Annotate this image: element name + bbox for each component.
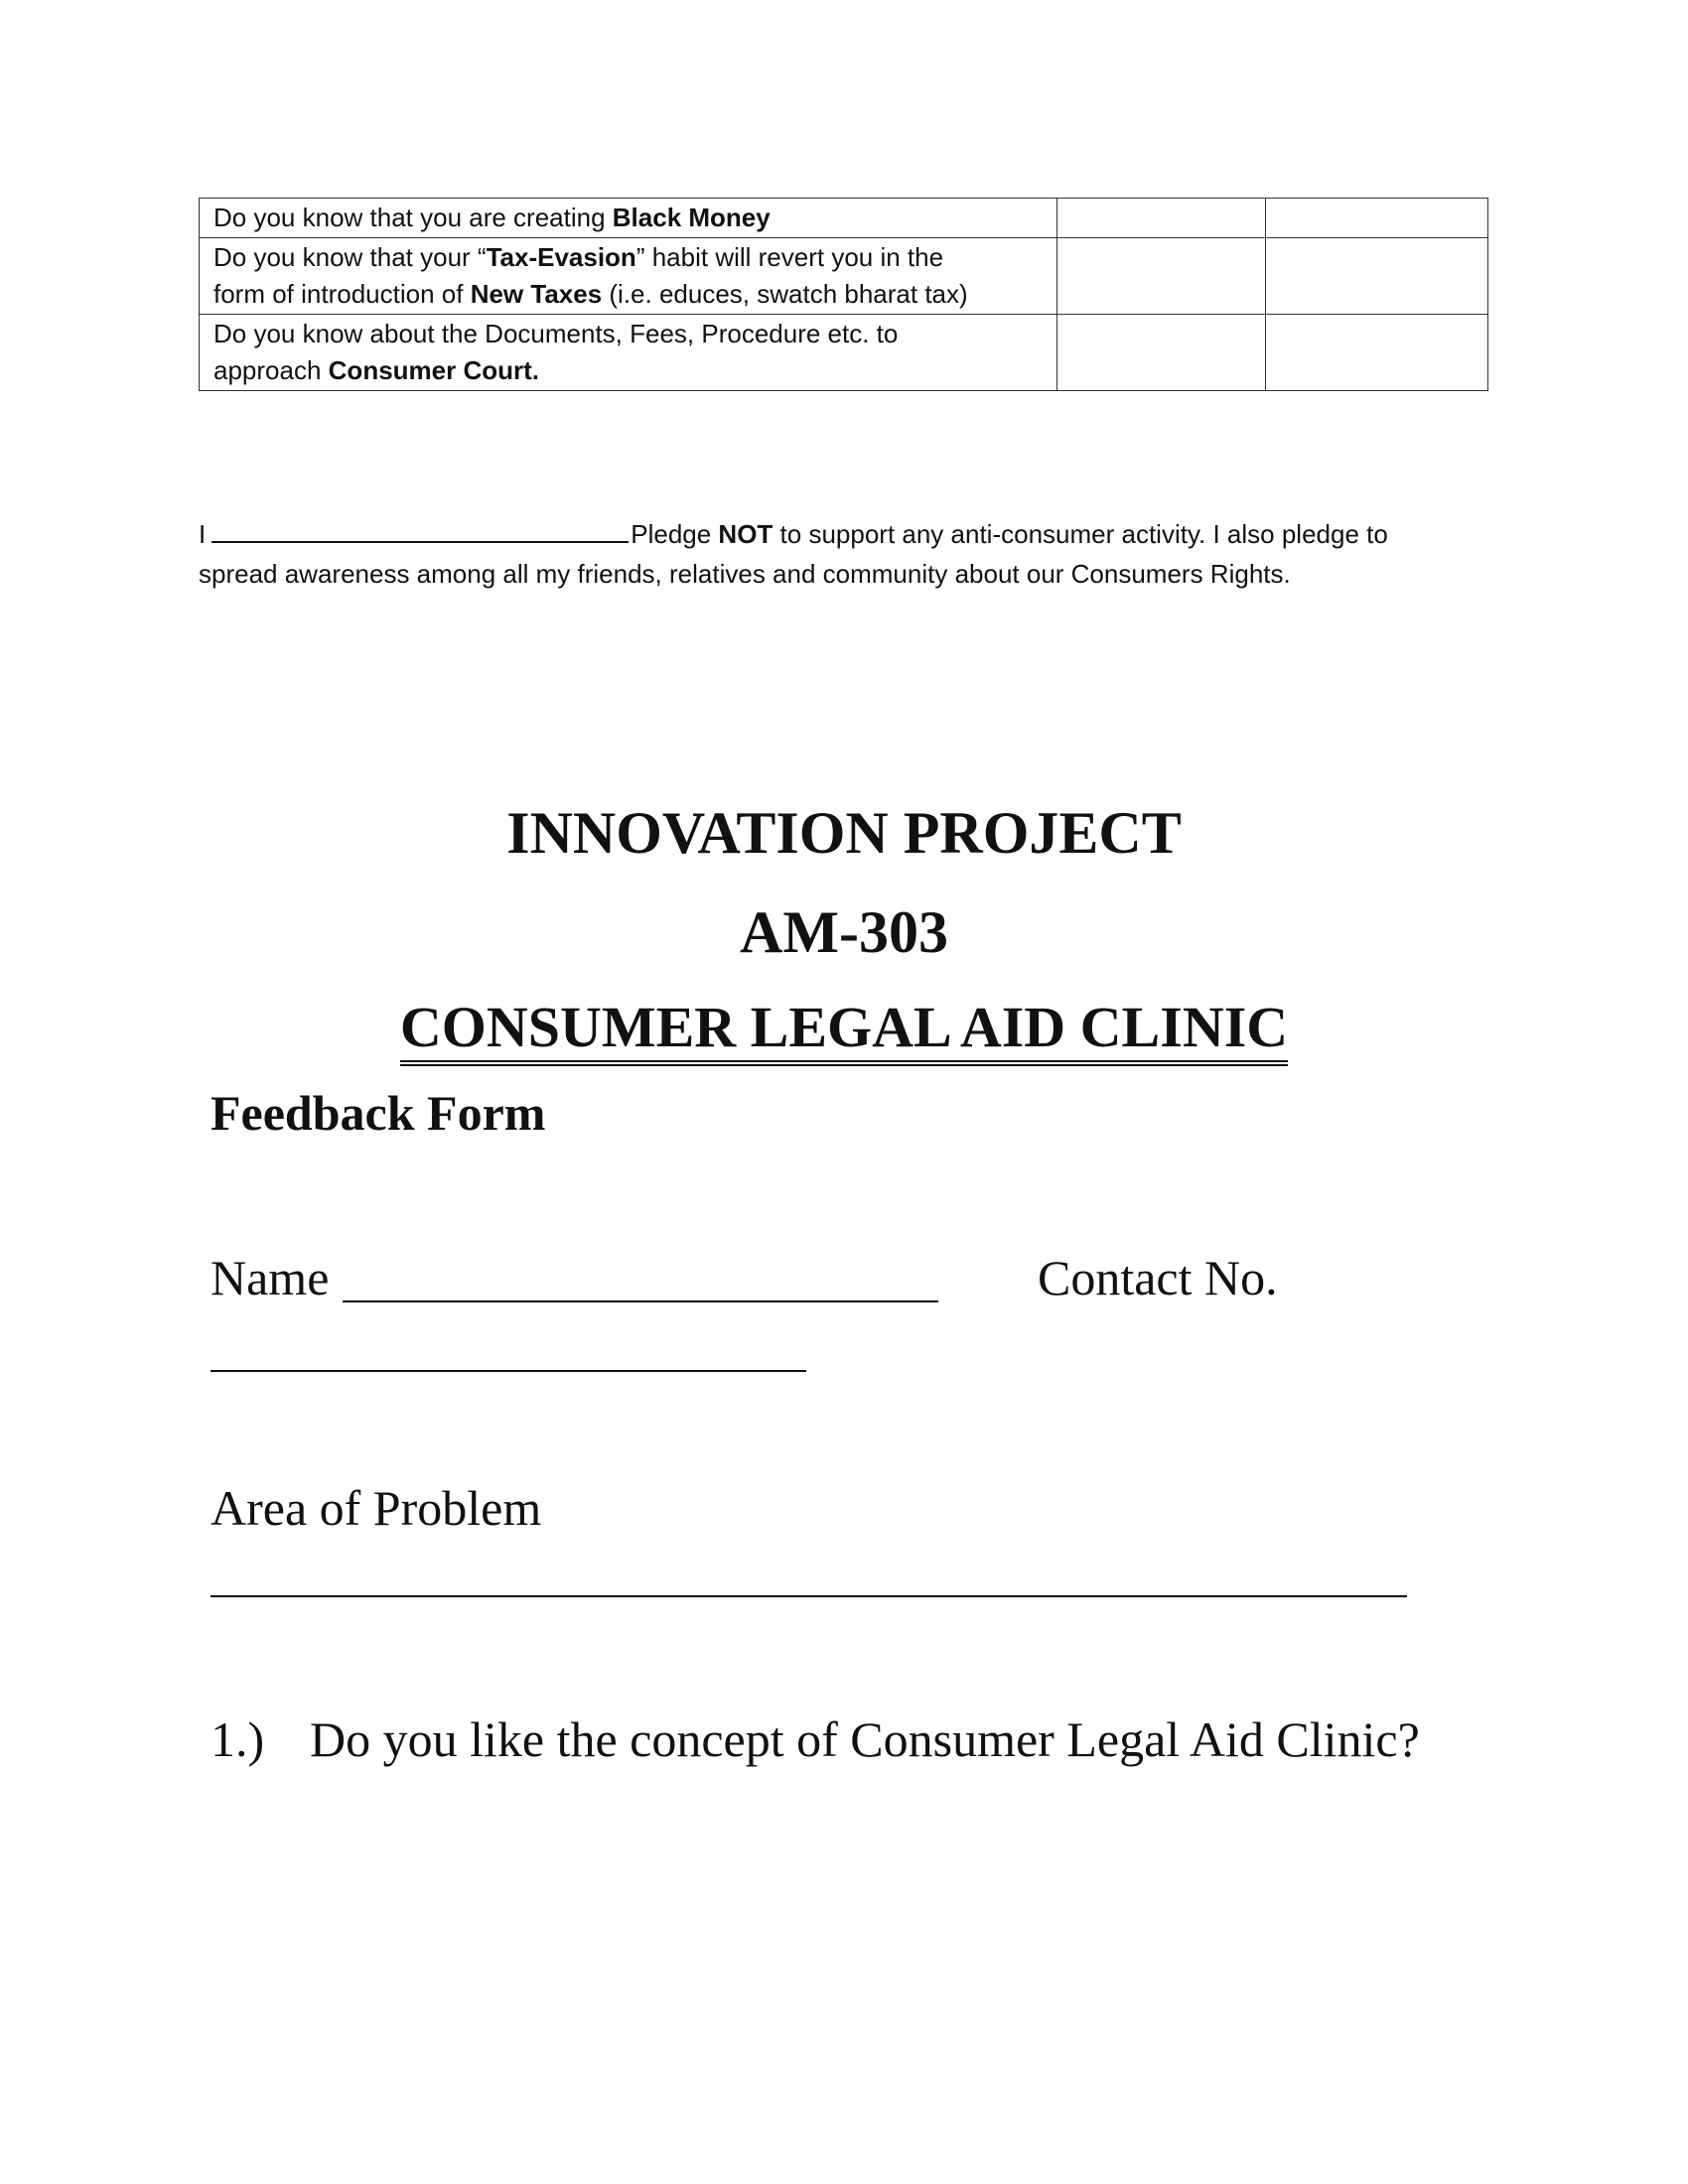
pledge-not: NOT	[718, 519, 774, 549]
name-field-line[interactable]	[343, 1300, 938, 1302]
question-line	[213, 352, 1043, 389]
answer-yes-cell[interactable]	[1057, 238, 1266, 315]
question-cell	[200, 238, 1057, 315]
answer-yes-cell[interactable]	[1057, 199, 1266, 238]
emphasis-text: Black Money	[612, 203, 771, 232]
pledge-prefix: I	[199, 519, 207, 549]
answer-yes-cell[interactable]	[1057, 315, 1266, 391]
clinic-title	[0, 994, 1688, 1060]
course-code: AM-303	[740, 899, 948, 965]
answer-no-cell[interactable]	[1266, 315, 1488, 391]
emphasis-text: Consumer Court.	[328, 355, 539, 385]
question-number: 1.)	[211, 1711, 265, 1767]
project-title: INNOVATION PROJECT	[506, 800, 1182, 866]
clinic-title-text: CONSUMER LEGAL AID CLINIC	[400, 995, 1288, 1066]
feedback-form-title: Feedback Form	[211, 1085, 546, 1141]
question-text: Do you like the concept of Consumer Legal Aid Clinic?	[310, 1711, 1420, 1767]
question-cell	[200, 315, 1057, 391]
question-text-segment: Do you know that your “	[213, 242, 487, 272]
question-text-segment: form of introduction of	[213, 279, 471, 309]
pledge-part-2: to support any anti-consumer activity. I also pledge to	[773, 519, 1388, 549]
question-text-segment: approach	[213, 355, 329, 385]
pledge-line-1	[199, 514, 1509, 554]
area-of-problem-label: Area of Problem	[211, 1480, 542, 1536]
question-line	[213, 200, 1043, 236]
question-text-segment: Do you know that you are creating	[213, 203, 613, 232]
pledge-part-1: Pledge	[631, 519, 719, 549]
pledge-name-blank[interactable]	[211, 517, 629, 543]
answer-no-cell[interactable]	[1266, 238, 1488, 315]
table-row	[200, 199, 1488, 238]
contact-field-line[interactable]	[211, 1370, 806, 1372]
contact-label: Contact No.	[1038, 1250, 1278, 1305]
name-label: Name	[211, 1250, 330, 1305]
question-text-segment: (i.e. educes, swatch bharat tax)	[602, 279, 968, 309]
question-line	[213, 239, 1043, 276]
pledge-line-2: spread awareness among all my friends, relatives and community about our Consumers Rights.	[199, 559, 1291, 589]
question-text-segment: ” habit will revert you in the	[635, 242, 944, 272]
table-row	[200, 315, 1488, 391]
emphasis-text: Tax-Evasion	[486, 242, 636, 272]
survey-table-body	[200, 199, 1488, 391]
area-of-problem-line[interactable]	[211, 1595, 1407, 1597]
pledge-statement	[199, 514, 1509, 594]
question-line	[213, 316, 1043, 352]
table-row	[200, 238, 1488, 315]
emphasis-text: New Taxes	[470, 279, 603, 309]
question-text-segment: Do you know about the Documents, Fees, Procedure etc. to	[213, 319, 899, 348]
survey-table	[199, 198, 1488, 391]
question-line	[213, 276, 1043, 313]
question-cell	[200, 199, 1057, 238]
answer-no-cell[interactable]	[1266, 199, 1488, 238]
